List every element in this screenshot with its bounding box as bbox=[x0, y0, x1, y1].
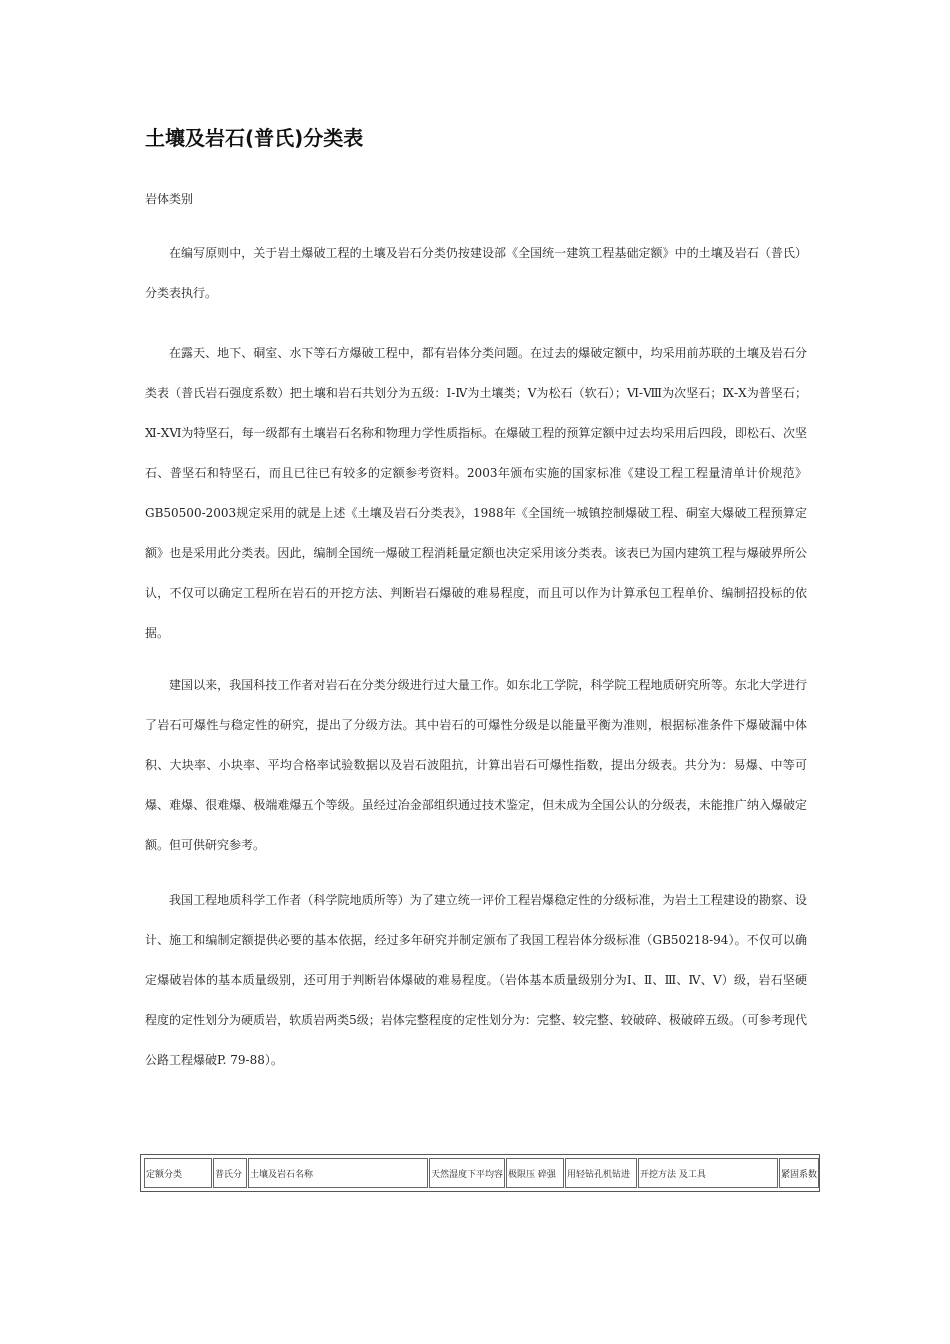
table-header bbox=[143, 1157, 820, 1189]
column-header: 紧固系数 bbox=[779, 1158, 819, 1188]
paragraph-2: 在露天、地下、硐室、水下等石方爆破工程中，都有岩体分类问题。在过去的爆破定额中，均采用前苏联的土壤及岩石分类表（普氏岩石强度系数）把土壤和岩石共划分为五级：Ⅰ-Ⅳ为土壤类；Ⅴ为松石（软石）；Ⅵ-Ⅷ为次坚石；Ⅸ-Ⅹ为普坚石；Ⅺ-ⅩⅥ为特坚石，每一级都有土壤岩石名称和物理力学性质指标。在爆破工程的预算定额中过去均采用后四段，即松石、次坚石、普坚石和特坚石，而且已往已有较多的定额参考资料。2003年颁布实施的国家标准《建设工程工程量清单计价规范》GB50500-2003规定采用的就是上述《土壤及岩石分类表》，1988年《全国统一城镇控制爆破工程、硐室大爆破工程预算定额》也是采用此分类表。因此，编制全国统一爆破工程消耗量定额也决定采用该分类表。该表已为国内建筑工程与爆破界所公认，不仅可以确定工程所在岩石的开挖方法、判断岩石爆破的难易程度，而且可以作为计算承包工程单价、编制招投标的依据。 bbox=[145, 346, 807, 640]
column-header: 开挖方法 及工具 bbox=[638, 1158, 778, 1188]
column-header: 天然湿度下平均容 bbox=[429, 1158, 505, 1188]
column-header: 普氏分 bbox=[213, 1158, 247, 1188]
section-heading: 岩体类别 bbox=[145, 192, 194, 206]
column-header: 定额分类 bbox=[144, 1158, 212, 1188]
page-title: 土壤及岩石(普氏)分类表 bbox=[145, 126, 364, 150]
column-header: 土壤及岩石名称 bbox=[248, 1158, 428, 1188]
column-header: 用轻钻孔机钻进 bbox=[565, 1158, 637, 1188]
paragraph-3: 建国以来，我国科技工作者对岩石在分类分级进行过大量工作。如东北工学院，科学院工程地质研究所等。东北大学进行了岩石可爆性与稳定性的研究，提出了分级方法。其中岩石的可爆性分级是以能量平衡为准则，根据标准条件下爆破漏中体积、大块率、小块率、平均合格率试验数据以及岩石波阻抗，计算出岩石可爆性指数，提出分级表。共分为：易爆、中等可爆、难爆、很难爆、极端难爆五个等级。虽经过冶金部组织通过技术鉴定，但未成为全国公认的分级表，未能推广纳入爆破定额。但可供研究参考。 bbox=[145, 678, 807, 852]
classification-table bbox=[140, 1154, 820, 1192]
paragraph-4: 我国工程地质科学工作者（科学院地质所等）为了建立统一评价工程岩爆稳定性的分级标准，为岩土工程建设的勘察、设计、施工和编制定额提供必要的基本依据，经过多年研究并制定颁布了我国工程岩体分级标准（GB50218-94）。不仅可以确定爆破岩体的基本质量级别，还可用于判断岩体爆破的难易程度。（岩体基本质量级别分为Ⅰ、Ⅱ、Ⅲ、Ⅳ、Ⅴ）级，岩石坚硬程度的定性划分为硬质岩，软质岩两类5级；岩体完整程度的定性划分为：完整、较完整、较破碎、极破碎五级。（可参考现代公路工程爆破P. 79-88）。 bbox=[145, 893, 807, 1067]
table-header-row bbox=[144, 1158, 819, 1188]
column-header: 极限压 碎强 bbox=[506, 1158, 564, 1188]
paragraph-1: 在编写原则中，关于岩土爆破工程的土壤及岩石分类仍按建设部《全国统一建筑工程基础定额》中的土壤及岩石（普氏）分类表执行。 bbox=[145, 246, 807, 300]
